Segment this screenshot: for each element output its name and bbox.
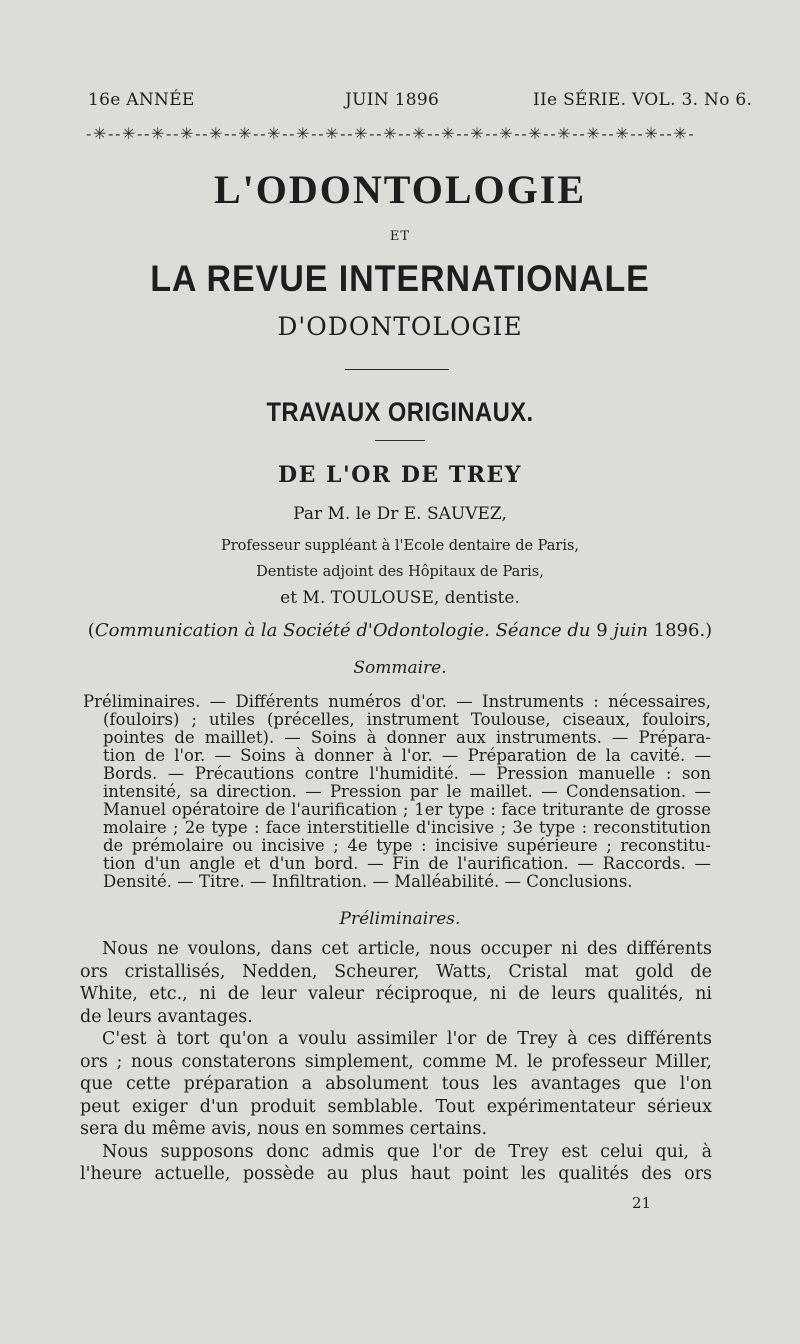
body-line: Nous ne voulons, dans cet article, nous occuper ni des différents — [102, 939, 712, 959]
communication-paren: ( — [87, 620, 95, 641]
author-affiliation: Professeur suppléant à l'Ecole dentaire de Paris, — [220, 538, 580, 554]
summary-line: intensité, sa direction. — Pression par le maillet. — Condensation. — — [103, 782, 711, 801]
section-title: TRAVAUX ORIGINAUX. — [266, 397, 534, 427]
body-text — [80, 938, 712, 1186]
communication-year: 1896.) — [647, 620, 713, 641]
journal-conjunction: ET — [389, 229, 411, 244]
author-affiliation: Dentiste adjoint des Hôpitaux de Paris, — [256, 564, 544, 580]
article-coauthor: et M. TOULOUSE, dentiste. — [280, 588, 520, 608]
journal-title-line2: LA REVUE INTERNATIONALE — [150, 258, 650, 299]
journal-title-line1: L'ODONTOLOGIE — [213, 167, 586, 212]
summary-line: Bords. — Précautions contre l'humidité. — Pression manuelle : son — [103, 764, 711, 783]
communication-note — [0, 620, 800, 641]
article-byline: Par M. le Dr E. SAUVEZ, — [293, 504, 507, 524]
body-line: ors ; nous constaterons simplement, comme M. le professeur Miller, — [80, 1051, 712, 1072]
communication-day: 9 — [590, 620, 614, 641]
article-title: DE L'OR DE TREY — [278, 462, 522, 488]
summary-line: tion d'un angle et d'un bord. — Fin de l'aurification. — Raccords. — — [103, 854, 711, 873]
ornament-rule: -✳--✳--✳--✳--✳--✳--✳--✳--✳--✳--✳--✳--✳--✳--✳--✳--✳--✳--✳--✳--✳- — [86, 124, 696, 143]
header-year: 16e ANNÉE — [88, 90, 195, 110]
page-number: 21 — [632, 1194, 652, 1212]
body-line: l'heure actuelle, possède au plus haut point les qualités des ors — [80, 1164, 712, 1184]
summary-line: Préliminaires. — Différents numéros d'or. — Instruments : nécessaires, — [83, 692, 711, 711]
subsection-heading: Préliminaires. — [339, 909, 461, 929]
communication-month: juin — [613, 620, 648, 641]
summary-line: tion de l'or. — Soins à donner à l'or. — Préparation de la cavité. — — [103, 746, 711, 765]
summary-line: (fouloirs) ; utiles (précelles, instrument Toulouse, ciseaux, fouloirs, — [103, 710, 711, 729]
body-line: Nous supposons donc admis que l'or de Trey est celui qui, à — [102, 1141, 712, 1162]
header-date: JUIN 1896 — [345, 90, 440, 110]
summary-line: Densité. — Titre. — Infiltration. — Malléabilité. — Conclusions. — [103, 872, 633, 891]
summary-line: de prémolaire ou incisive ; 4e type : incisive supérieure ; reconstitu- — [103, 836, 711, 855]
body-line: ors cristallisés, Nedden, Scheurer, Watts, Cristal mat gold de — [80, 961, 712, 982]
communication-text: Communication à la Société d'Odontologie. Séance du — [94, 620, 591, 641]
divider-rule — [345, 369, 449, 370]
journal-title-line3: D'ODONTOLOGIE — [277, 312, 523, 341]
body-line: peut exiger d'un produit semblable. Tout expérimentateur sérieux — [80, 1096, 712, 1117]
divider-rule-short — [375, 440, 425, 441]
summary-line: Manuel opératoire de l'aurification ; 1er type : face triturante de grosse — [103, 800, 711, 819]
summary-line: molaire ; 2e type : face interstitielle d'incisive ; 3e type : reconstitution — [103, 818, 711, 837]
body-line: que cette préparation a absolument tous les avantages que l'on — [80, 1074, 712, 1094]
summary-heading: Sommaire. — [353, 658, 447, 678]
body-line: sera du même avis, nous en sommes certains. — [80, 1119, 488, 1139]
summary-line: pointes de maillet). — Soins à donner aux instruments. — Prépara- — [103, 728, 711, 747]
summary-block — [83, 692, 711, 891]
body-line: de leurs avantages. — [80, 1006, 253, 1027]
body-line: White, etc., ni de leur valeur réciproque, ni de leurs qualités, ni — [80, 984, 712, 1004]
header-series: IIe SÉRIE. VOL. 3. No 6. — [533, 90, 753, 110]
body-line: C'est à tort qu'on a voulu assimiler l'or de Trey à ces différents — [102, 1029, 712, 1049]
